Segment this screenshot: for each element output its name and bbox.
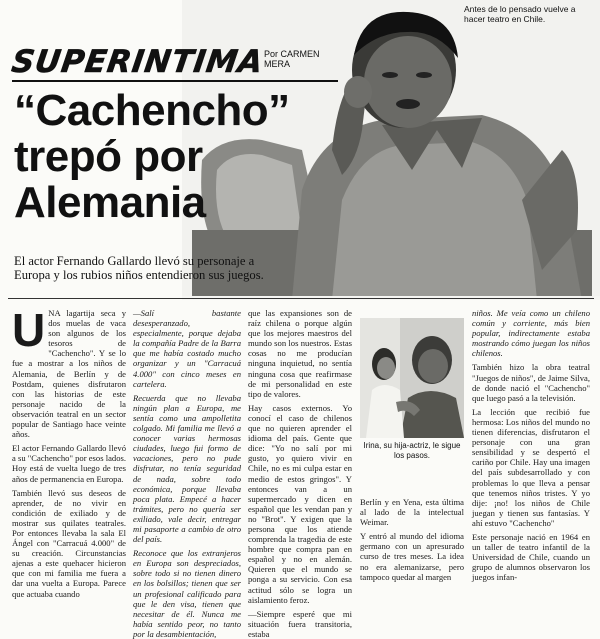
masthead-rule — [12, 80, 338, 82]
photo-caption: Antes de lo pensado vuelve a hacer teatro en Chile. — [464, 4, 576, 24]
paragraph: Este personaje nació en 1964 en un taller de teatro infantil de la Universidad de Chile, cuando un grupo de alumnos observaron los juegos infan- — [472, 531, 590, 583]
paragraph: Reconoce que los extranjeros en Europa son despreciados, sobre todo si no tienen dinero en los bolsillos; tienen que ser un profesional calificado para que le den visa, tienen que necesitar de él. Nunca me había sentido peor, no tanto por la desambientación, — [133, 548, 241, 639]
article-column-3 — [248, 308, 352, 639]
paragraph: —Siempre esperé que mi situación fuera transitoria, estaba — [248, 608, 352, 639]
paragraph: niños. Me veía como un chileno común y corriente, más bien popular, indirectamente estaba mostrando cómo juegan los niños chilenos. — [472, 308, 590, 359]
paragraph — [12, 304, 126, 440]
article-column-1 — [12, 304, 126, 599]
paragraph-text: NA lagartija seca y dos muelas de vaca son algunos de los tesoros de "Cachencho". Y se lo fue a mostrar a los niños de Alemania, de Berlín y de Postdam, quienes disfrutaron con las historias de este personaje nacido de la observación teatral en un sector popular de Santiago hace veinte años. — [12, 308, 126, 440]
paragraph: Recuerda que no llevaba ningún plan a Europa, me sentía como una ampolletita colgado. Mi familia me llevó a conocer varias hermosas ciudades, luego fui formo de vacaciones, pero no pude disfrutar, no tenía seguridad de nada, sobre todo económica, porque llevaba poca plata. Empecé a hacer trámites, pero no quería ser exiliado, vale decir, entregar mi pasaporte a cambio de otro del país. — [133, 392, 241, 545]
article-deck: El actor Fernando Gallardo llevó su personaje a Europa y los rubios niños entendieron sus juegos. — [14, 254, 264, 282]
paragraph: El actor Fernando Gallardo llevó a su "Cachencho" por esos lados. Hoy está de vuelta luego de tres años de permanencia en Europa. — [12, 443, 126, 484]
paragraph: También llevó sus deseos de aprender, de no vivir en condición de exiliado y de mostrar sus quilates teatrales. Por entonces llevaba la sala El Ángel con "Carracuá 4.000" de su creación. Circunstancias ajenas a este quehacer hicieron que con mi familia me fuera a dar una vuelta a Europa. Parece que actuaba cuando — [12, 487, 126, 599]
paragraph: que las expansiones son de raíz chilena o porque algún que los mejores maestros del mundo son los nuestros. Estas cosas no me producían ninguna inquietud, no sentía ninguna cosa que reafirmase de mi personalidad en este tipo de valores. — [248, 308, 352, 399]
headline-line-1: “Cachencho” — [14, 86, 290, 135]
paragraph: La lección que recibió fue hermosa: Los niños del mundo no tienen diferencias, disfrutaron el personaje con una gran sensibilidad y se despertó el cariño por Chile. Hay una imagen del país subdesarrollado y con problemas lo que lleva a pensar que tenemos niños tristes. Y yo dije: ¡no! los niños de Chile juegan y tienen sus fantasías. Y ahí estuvo "Cachencho" — [472, 406, 590, 528]
paragraph: Hay casos externos. Yo conocí el caso de chilenos que no quieren aprender el idioma del país. Gente que dice: "Yo no salí por mi gusto, yo quiero vivir en Chile, no es mi culpa estar en medio de estos gringos". Y entonces van a un supermercado y dicen en español que les vendan pan y no "Brot". Y exigen que la persona que los atiende comprenda la tragedia de este hombre que compra pan en español y no en alemán. Quieren que el mundo se ponga a su servicio. Con esa actitud sólo se logra un aislamiento feroz. — [248, 402, 352, 605]
headline-line-3: Alemania — [14, 178, 206, 227]
actor-with-daughter-illustration — [360, 318, 464, 438]
paragraph: Y entró al mundo del idioma germano con un apresurado curso de tres meses. La idea no era alemanizarse, pero tampoco quedar al margen — [360, 531, 464, 582]
section-title: SUPERINTIMA — [9, 44, 266, 80]
paragraph: También hizo la obra teatral "Juegos de niños", de Jaime Silva, de donde nació el "Cachencho" que luego pasó a la televisión. — [472, 362, 591, 403]
author-byline: Por CARMEN MERA — [264, 49, 320, 69]
drop-cap: U — [12, 304, 46, 356]
article-column-2 — [133, 308, 241, 639]
horizontal-divider — [8, 298, 594, 299]
section-masthead — [9, 44, 342, 84]
inset-photo-caption: Irina, su hija-actriz, le sigue los pasos. — [363, 441, 461, 460]
paragraph: —Salí bastante desesperanzado, especialmente, porque dejaba la compañía Padre de la Barra que me había costado mucho organizar y un "Carracuá 4.000" con cinco meses en cartelera. — [133, 308, 241, 389]
article-column-5 — [472, 308, 590, 595]
paragraph: Berlín y en Yena, esta última al lado de la intelectual Weimar. — [360, 497, 464, 528]
headline — [14, 86, 290, 227]
article-column-4 — [360, 497, 464, 595]
inset-photo — [360, 318, 464, 438]
headline-line-2: trepó por — [14, 132, 203, 181]
